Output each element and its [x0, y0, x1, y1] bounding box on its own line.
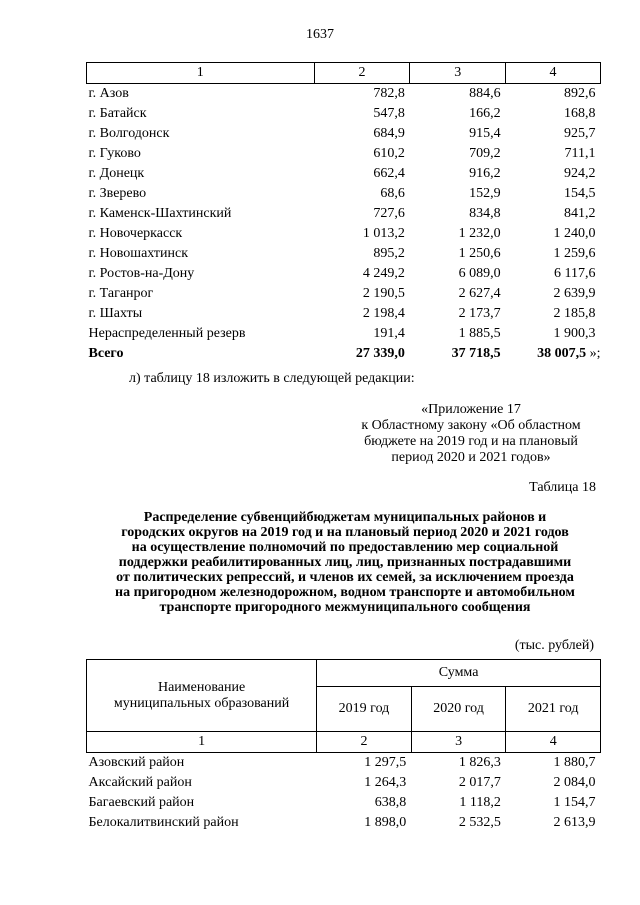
value-2021: 2 185,8: [553, 306, 596, 321]
value-2020: 2 627,4: [458, 286, 501, 301]
value-2021: 6 117,6: [554, 266, 596, 281]
table-row: [87, 84, 601, 105]
row-name: Багаевский район: [88, 795, 195, 810]
value-2020: 916,2: [469, 166, 501, 181]
value-2021: 925,7: [564, 126, 596, 141]
value-2019: 610,2: [373, 146, 405, 161]
value-2019: 191,4: [373, 326, 405, 341]
total-2020: 37 718,5: [451, 346, 501, 361]
total-2019: 27 339,0: [355, 346, 405, 361]
row-name: г. Донецк: [88, 166, 145, 181]
value-2021: 1 154,7: [553, 795, 596, 810]
value-2019: 2 198,4: [362, 306, 405, 321]
table-label: Таблица 18: [529, 480, 596, 495]
value-2021: 2 613,9: [553, 815, 596, 830]
row-name: г. Новочеркасск: [88, 226, 183, 241]
title-line: поддержки реабилитированных лиц, лиц, признанных пострадавшими: [118, 555, 572, 570]
row-name: г. Каменск-Шахтинский: [88, 206, 232, 221]
value-2019: 68,6: [380, 186, 405, 201]
appendix-line: «Приложение 17: [421, 402, 521, 417]
value-2021: 1 240,0: [553, 226, 596, 241]
value-2020: 1 118,2: [459, 795, 501, 810]
value-2021: 841,2: [564, 206, 596, 221]
index-row: [87, 732, 601, 753]
table-row: [87, 793, 601, 813]
page-number: 1637: [306, 27, 334, 42]
table-row: [87, 304, 601, 324]
header-line: муниципальных образований: [113, 695, 290, 711]
value-2021: 154,5: [564, 186, 596, 201]
value-2020: 1 250,6: [458, 246, 501, 261]
value-2021: 924,2: [564, 166, 596, 181]
column-index: 4: [506, 63, 601, 84]
title-line: от политических репрессий, и членов их семей, за исключением проезда: [116, 570, 574, 585]
units-label: (тыс. рублей): [514, 638, 594, 653]
table-row: [87, 813, 601, 833]
title-line: на пригородном железнодорожном, водном транспорте и автомобильном: [115, 585, 575, 600]
closing-quote: »;: [586, 346, 601, 361]
table-row: [87, 324, 601, 344]
row-name: Нераспределенный резерв: [88, 326, 246, 341]
value-2021: 1 259,6: [553, 246, 596, 261]
value-2020: 166,2: [469, 106, 501, 121]
total-label: Всего: [88, 346, 124, 361]
value-2021: 892,6: [564, 86, 596, 101]
value-2019: 782,8: [373, 86, 405, 101]
title-line: транспорте пригородного межмуниципального сообщения: [159, 600, 531, 615]
appendix-reference: [340, 402, 602, 466]
value-2020: 1 826,3: [458, 755, 501, 770]
appendix-line: к Областному закону «Об областном: [361, 418, 581, 433]
row-name: г. Азов: [88, 86, 129, 101]
subsidy-table-continued: [86, 62, 601, 364]
table-row: [87, 124, 601, 144]
value-2020: 884,6: [469, 86, 501, 101]
title-line: городских округов на 2019 год и на плановый период 2020 и 2021 годов: [121, 525, 569, 540]
table-header-row: [87, 660, 601, 687]
value-2019: 684,9: [373, 126, 405, 141]
title-line: Распределение субвенцийбюджетам муниципальных районов и: [143, 510, 547, 525]
subsidy-table-18: [86, 659, 601, 833]
table-row: [87, 184, 601, 204]
row-name: Аксайский район: [88, 775, 192, 790]
table-header-row: [87, 63, 601, 84]
appendix-line: период 2020 и 2021 годов»: [391, 450, 551, 465]
column-index: 2: [314, 63, 410, 84]
value-2019: 4 249,2: [362, 266, 405, 281]
row-name: г. Таганрог: [88, 286, 154, 301]
value-2019: 1 264,3: [364, 775, 407, 790]
value-2019: 2 190,5: [362, 286, 405, 301]
column-index: 3: [411, 732, 506, 753]
table-row: [87, 284, 601, 304]
column-index: 1: [87, 63, 315, 84]
row-name: г. Зверево: [88, 186, 147, 201]
value-2021: 2 639,9: [553, 286, 596, 301]
table-row: [87, 753, 601, 774]
name-column-header: [87, 660, 317, 732]
table-row: [87, 164, 601, 184]
value-2020: 6 089,0: [458, 266, 501, 281]
table-row: [87, 204, 601, 224]
value-2019: 1 297,5: [364, 755, 407, 770]
value-2021: 1 900,3: [553, 326, 596, 341]
total-2021: 38 007,5: [537, 346, 587, 361]
table-row: [87, 773, 601, 793]
year-header: 2019 год: [317, 687, 412, 732]
value-2021: 168,8: [564, 106, 596, 121]
value-2020: 2 173,7: [458, 306, 501, 321]
value-2021: 1 880,7: [553, 755, 596, 770]
row-name: Белокалитвинский район: [88, 815, 239, 830]
value-2020: 2 532,5: [458, 815, 501, 830]
row-name: г. Гуково: [88, 146, 141, 161]
row-name: г. Батайск: [88, 106, 147, 121]
value-2019: 662,4: [373, 166, 405, 181]
year-header: 2020 год: [411, 687, 506, 732]
sum-column-header: Сумма: [317, 660, 601, 687]
total-2021-cell: [506, 344, 601, 364]
header-line: Наименование: [157, 679, 246, 695]
table-row: [87, 244, 601, 264]
row-name: г. Ростов-на-Дону: [88, 266, 195, 281]
value-2020: 1 885,5: [458, 326, 501, 341]
total-row: [87, 344, 601, 364]
column-index: 3: [410, 63, 506, 84]
value-2019: 727,6: [373, 206, 405, 221]
value-2019: 638,8: [374, 795, 407, 810]
row-name: Азовский район: [88, 755, 185, 770]
row-name: г. Волгодонск: [88, 126, 170, 141]
value-2020: 152,9: [469, 186, 501, 201]
value-2021: 2 084,0: [553, 775, 596, 790]
table-row: [87, 264, 601, 284]
value-2020: 834,8: [469, 206, 501, 221]
table-row: [87, 224, 601, 244]
value-2020: 2 017,7: [458, 775, 501, 790]
column-index: 1: [87, 732, 317, 753]
appendix-line: бюджете на 2019 год и на плановый: [364, 434, 578, 449]
column-index: 4: [506, 732, 601, 753]
value-2020: 709,2: [469, 146, 501, 161]
value-2019: 895,2: [373, 246, 405, 261]
row-name: г. Шахты: [88, 306, 143, 321]
value-2021: 711,1: [564, 146, 596, 161]
table-title: [80, 510, 610, 615]
amendment-paragraph: л) таблицу 18 изложить в следующей редакции:: [129, 371, 415, 386]
year-header: 2021 год: [506, 687, 601, 732]
value-2019: 1 898,0: [364, 815, 407, 830]
value-2019: 547,8: [373, 106, 405, 121]
value-2019: 1 013,2: [362, 226, 405, 241]
table-row: [87, 104, 601, 124]
value-2020: 915,4: [469, 126, 501, 141]
title-line: на осуществление полномочий по предоставлению мер социальной: [131, 540, 559, 555]
row-name: г. Новошахтинск: [88, 246, 189, 261]
column-index: 2: [317, 732, 412, 753]
table-row: [87, 144, 601, 164]
value-2020: 1 232,0: [458, 226, 501, 241]
